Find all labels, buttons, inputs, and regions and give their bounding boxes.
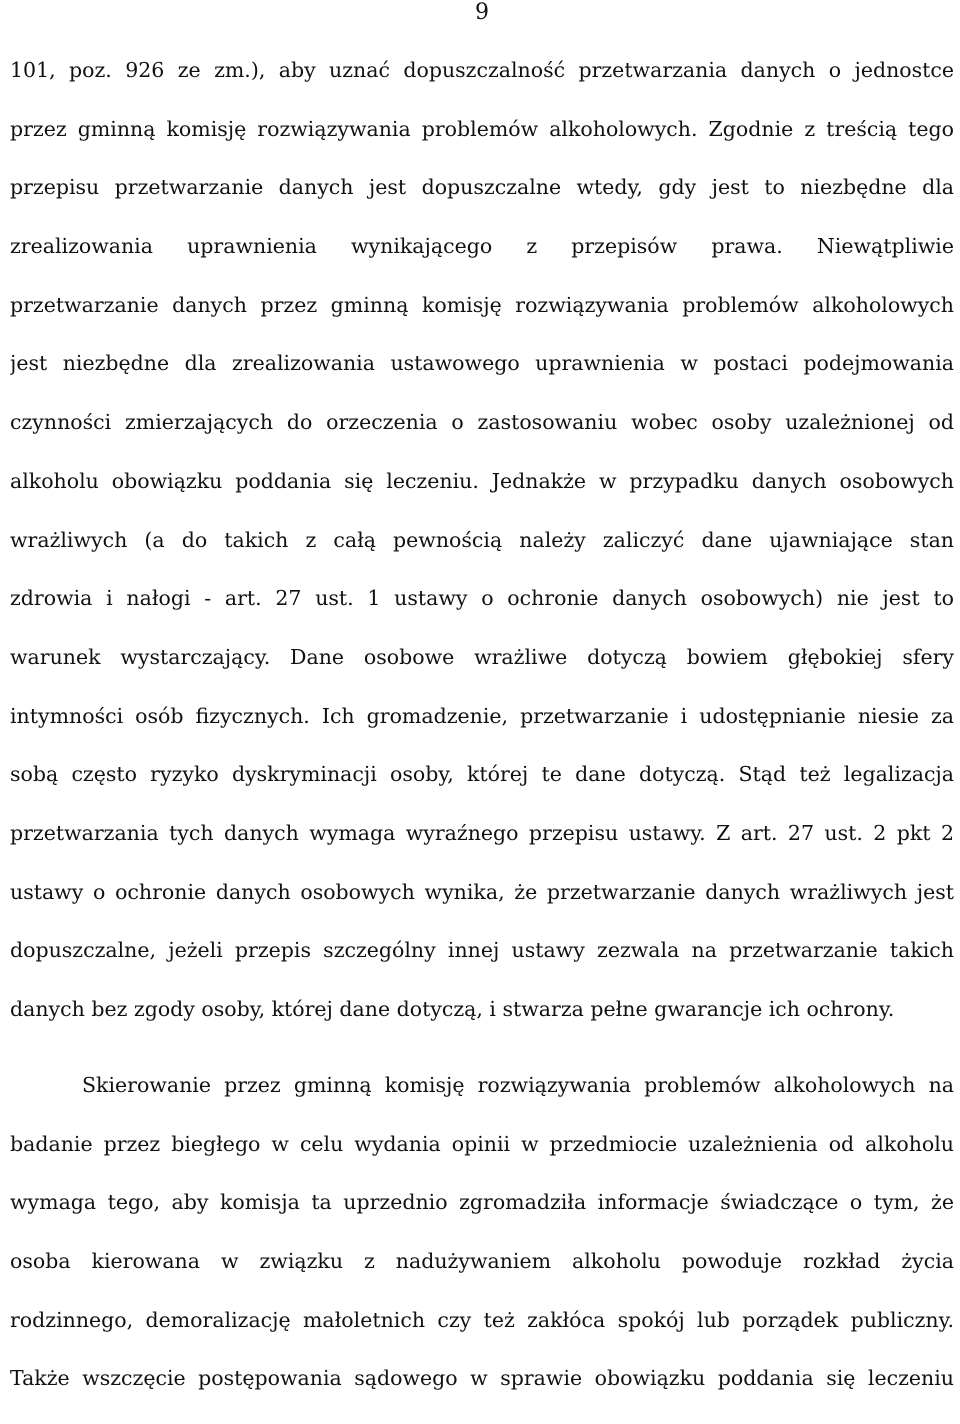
text-line: dopuszczalne, jeżeli przepis szczególny innej ustawy zezwala na przetwarzanie takich (10, 938, 954, 963)
text-line: przez gminną komisję rozwiązywania problemów alkoholowych. Zgodnie z treścią tego (10, 116, 954, 141)
text-line: danych bez zgody osoby, której dane dotyczą, i stwarza pełne gwarancje ich ochrony. (10, 997, 895, 1021)
text-line: przetwarzanie danych przez gminną komisję rozwiązywania problemów alkoholowych (10, 292, 954, 317)
text-line: ustawy o ochronie danych osobowych wynika, że przetwarzanie danych wrażliwych jest (10, 879, 954, 904)
text-line: alkoholu obowiązku poddania się leczeniu. Jednakże w przypadku danych osobowych (10, 468, 954, 493)
text-line: Skierowanie przez gminną komisję rozwiązywania problemów alkoholowych na (82, 1073, 954, 1097)
text-line: przetwarzania tych danych wymaga wyraźnego przepisu ustawy. Z art. 27 ust. 2 pkt 2 (10, 820, 954, 845)
text-line: zrealizowania uprawnienia wynikającego z przepisów prawa. Niewątpliwie (10, 234, 954, 259)
text-line: wrażliwych (a do takich z całą pewnością należy zaliczyć dane ujawniające stan (10, 527, 954, 552)
text-line: sobą często ryzyko dyskryminacji osoby, której te dane dotyczą. Stąd też legalizacja (10, 762, 954, 787)
text-line: osoba kierowana w związku z nadużywaniem alkoholu powoduje rozkład życia (10, 1249, 954, 1274)
text-line: intymności osób fizycznych. Ich gromadzenie, przetwarzanie i udostępnianie niesie za (10, 703, 954, 728)
text-line: czynności zmierzających do orzeczenia o zastosowaniu wobec osoby uzależnionej od (10, 410, 954, 435)
text-line: jest niezbędne dla zrealizowania ustawowego uprawnienia w postaci podejmowania (10, 351, 954, 376)
text-line: zdrowia i nałogi - art. 27 ust. 1 ustawy o ochronie danych osobowych) nie jest to (10, 586, 954, 611)
text-line: warunek wystarczający. Dane osobowe wrażliwe dotyczą bowiem głębokiej sfery (10, 644, 954, 669)
text-line: 101, poz. 926 ze zm.), aby uznać dopuszczalność przetwarzania danych o jednostce (10, 58, 954, 82)
page-number: 9 (475, 0, 489, 25)
text-line: wymaga tego, aby komisja ta uprzednio zgromadziła informacje świadczące o tym, że (10, 1190, 954, 1215)
text-line: badanie przez biegłego w celu wydania opinii w przedmiocie uzależnienia od alkoholu (10, 1131, 954, 1156)
paragraph (10, 57, 954, 1055)
text-line: rodzinnego, demoralizację małoletnich czy też zakłóca spokój lub porządek publiczny. (10, 1307, 954, 1332)
text-line: Także wszczęcie postępowania sądowego w sprawie obowiązku poddania się leczeniu (10, 1366, 954, 1391)
text-line: przepisu przetwarzanie danych jest dopuszczalne wtedy, gdy jest to niezbędne dla (10, 175, 954, 200)
paragraph (10, 1072, 954, 1424)
